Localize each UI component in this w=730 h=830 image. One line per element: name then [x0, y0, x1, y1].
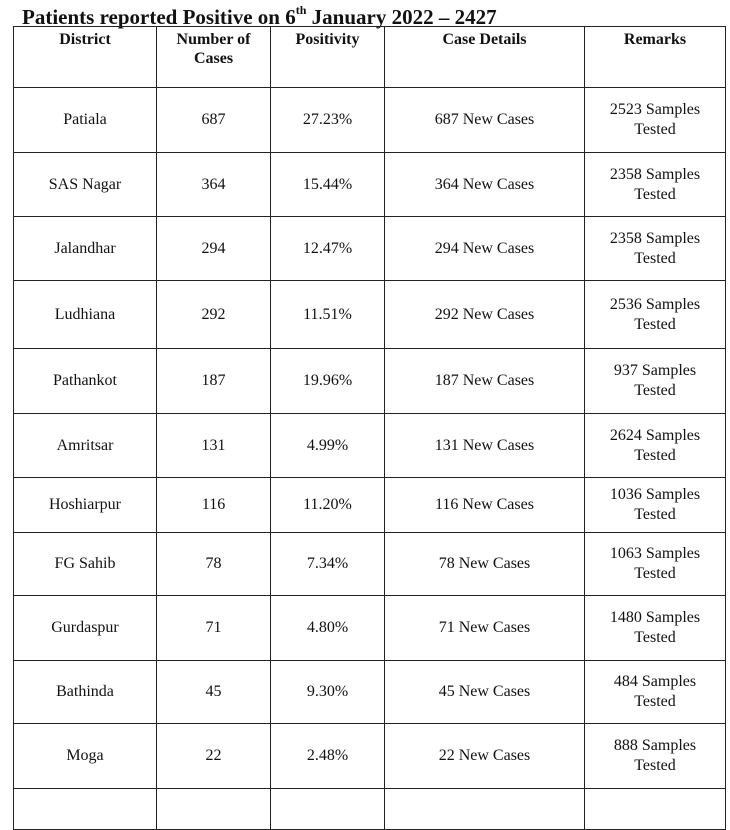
- table-row: [14, 88, 726, 153]
- case-details-cell: 687 New Cases: [385, 88, 585, 153]
- table-row: [14, 281, 726, 349]
- header-case-details: Case Details: [385, 27, 585, 88]
- table-row: [14, 596, 726, 661]
- cases-cell: 71: [157, 596, 271, 661]
- table-body: [14, 88, 726, 830]
- district-cell: Hoshiarpur: [14, 478, 157, 533]
- district-cell: Patiala: [14, 88, 157, 153]
- district-cell: Bathinda: [14, 661, 157, 724]
- district-cell: Ludhiana: [14, 281, 157, 349]
- positivity-cell: 12.47%: [271, 217, 385, 281]
- positivity-cell: 4.99%: [271, 414, 385, 478]
- remarks-cell: 2536 Samples Tested: [585, 281, 726, 349]
- case-details-cell: 22 New Cases: [385, 724, 585, 789]
- remarks-cell: 2624 Samples Tested: [585, 414, 726, 478]
- table-row: [14, 478, 726, 533]
- remarks-cell: 937 Samples Tested: [585, 349, 726, 414]
- cases-cell: 292: [157, 281, 271, 349]
- empty-cell: [385, 789, 585, 830]
- empty-cell: [157, 789, 271, 830]
- table-row: [14, 153, 726, 217]
- case-details-cell: 187 New Cases: [385, 349, 585, 414]
- case-details-cell: 131 New Cases: [385, 414, 585, 478]
- cases-cell: 78: [157, 533, 271, 596]
- cases-cell: 45: [157, 661, 271, 724]
- district-cell: SAS Nagar: [14, 153, 157, 217]
- cases-cell: 116: [157, 478, 271, 533]
- cases-cell: 22: [157, 724, 271, 789]
- positivity-cell: 19.96%: [271, 349, 385, 414]
- cases-table: [13, 26, 726, 830]
- remarks-cell: 888 Samples Tested: [585, 724, 726, 789]
- table-row: [14, 349, 726, 414]
- title-superscript: th: [295, 3, 307, 17]
- case-details-cell: 292 New Cases: [385, 281, 585, 349]
- cases-cell: 294: [157, 217, 271, 281]
- remarks-cell: 2523 Samples Tested: [585, 88, 726, 153]
- positivity-cell: 2.48%: [271, 724, 385, 789]
- header-number-of-cases: Number of Cases: [157, 27, 271, 88]
- case-details-cell: 294 New Cases: [385, 217, 585, 281]
- district-cell: Moga: [14, 724, 157, 789]
- table-header-row: [14, 27, 726, 88]
- remarks-cell: 484 Samples Tested: [585, 661, 726, 724]
- positivity-cell: 7.34%: [271, 533, 385, 596]
- title-suffix: January 2022 – 2427: [306, 5, 497, 29]
- table-row: [14, 414, 726, 478]
- empty-cell: [585, 789, 726, 830]
- cases-cell: 364: [157, 153, 271, 217]
- case-details-cell: 116 New Cases: [385, 478, 585, 533]
- header-remarks: Remarks: [585, 27, 726, 88]
- case-details-cell: 78 New Cases: [385, 533, 585, 596]
- cases-cell: 131: [157, 414, 271, 478]
- remarks-cell: 2358 Samples Tested: [585, 153, 726, 217]
- table-row: [14, 724, 726, 789]
- table-row: [14, 661, 726, 724]
- cases-cell: 187: [157, 349, 271, 414]
- case-details-cell: 364 New Cases: [385, 153, 585, 217]
- district-cell: Jalandhar: [14, 217, 157, 281]
- table-row: [14, 217, 726, 281]
- remarks-cell: 1063 Samples Tested: [585, 533, 726, 596]
- positivity-cell: 11.51%: [271, 281, 385, 349]
- case-details-cell: 45 New Cases: [385, 661, 585, 724]
- remarks-cell: 2358 Samples Tested: [585, 217, 726, 281]
- table-row: [14, 533, 726, 596]
- district-cell: FG Sahib: [14, 533, 157, 596]
- title-prefix: Patients reported Positive on 6: [22, 5, 296, 29]
- district-cell: Gurdaspur: [14, 596, 157, 661]
- header-district: District: [14, 27, 157, 88]
- empty-cell: [271, 789, 385, 830]
- header-positivity: Positivity: [271, 27, 385, 88]
- district-cell: Amritsar: [14, 414, 157, 478]
- remarks-cell: 1480 Samples Tested: [585, 596, 726, 661]
- cases-cell: 687: [157, 88, 271, 153]
- case-details-cell: 71 New Cases: [385, 596, 585, 661]
- positivity-cell: 15.44%: [271, 153, 385, 217]
- table-row-cutoff: [14, 789, 726, 830]
- positivity-cell: 9.30%: [271, 661, 385, 724]
- positivity-cell: 27.23%: [271, 88, 385, 153]
- positivity-cell: 11.20%: [271, 478, 385, 533]
- positivity-cell: 4.80%: [271, 596, 385, 661]
- district-cell: Pathankot: [14, 349, 157, 414]
- remarks-cell: 1036 Samples Tested: [585, 478, 726, 533]
- empty-cell: [14, 789, 157, 830]
